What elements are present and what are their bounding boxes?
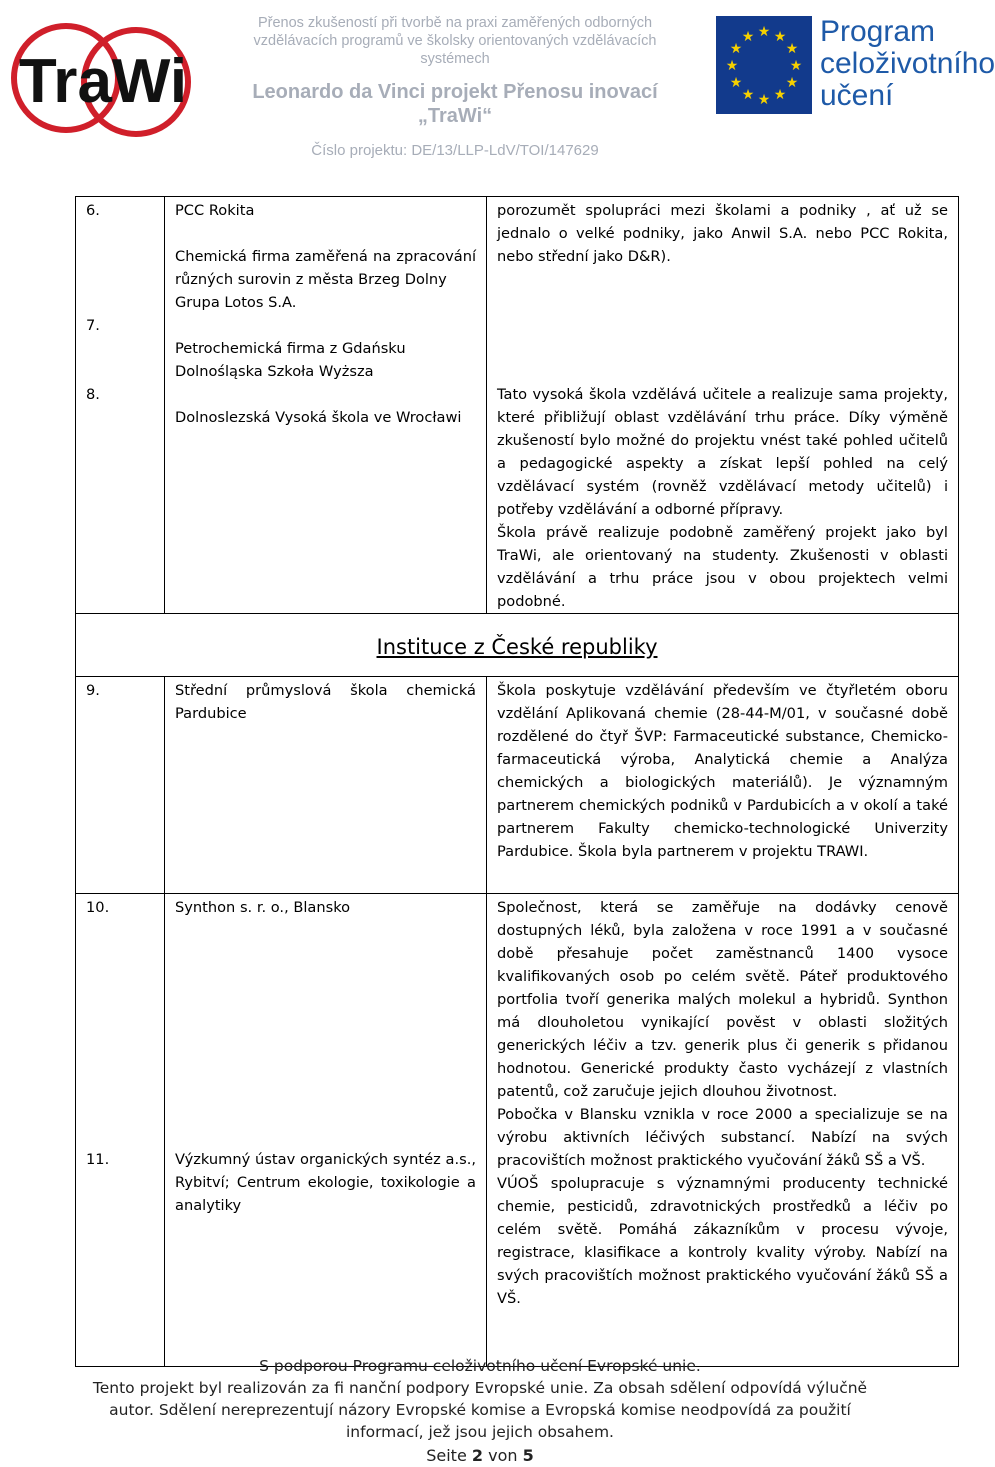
description-text: Škola poskytuje vzdělávání především ve čtyřletém oboru vzdělání Aplikovaná chemie (28-44-M/01, v současné době rozdělené do čtyř ŠVP: Farmaceutické substance, Chemicko-farmaceutická výroba, Analytická chemie a Analýza chemických a biologických materiálů). Je významným partnerem chemických podniků v Pardubicích a v okolí a také partnerem Fakulty chemicko-technologické Univerzity Pardubice. Škola byla partnerem v projektu TRAWI.	[487, 677, 959, 894]
row-number: 7.	[86, 317, 100, 334]
svg-text:★: ★	[729, 41, 743, 57]
number-cell	[76, 894, 165, 1367]
institution-note: Petrochemická firma z Gdańsku	[175, 340, 406, 357]
number-cell: 9.	[76, 677, 165, 894]
institution-name: Grupa Lotos S.A.	[175, 294, 297, 311]
footer-disclaimer: Tento projekt byl realizován za fi nanční podpory Evropské unie. Za obsah sdělení odpovídá výlučně autor. Sdělení nereprezentují názory Evropské komise a Evropská komise neodpovídá za použití informací, jež jsou jejich obsahem.	[92, 1379, 868, 1441]
row-number: 8.	[86, 386, 100, 403]
trawi-logo	[8, 20, 198, 140]
institution-name: Synthon s. r. o., Blansko	[175, 899, 351, 916]
institution-name: PCC Rokita	[175, 202, 255, 219]
table-row	[76, 197, 959, 614]
logo-text: TraWi	[18, 47, 188, 116]
institution-name-cell	[165, 197, 487, 614]
svg-text:★: ★	[773, 87, 787, 103]
svg-text:★: ★	[785, 75, 799, 91]
description-text: Tato vysoká škola vzdělává učitele a realizuje sama projekty, které přibližují oblast vzdělávání trhu práce. Díky výměně zkušeností bylo možné do projektu vnést také pohled učitelů a pedagogické aspekty a získat lepší pohled na celý vzdělávací systém (rovněž vzdělávací metody učitelů) i potřeby vzdělávání a odborné přípravy.	[497, 386, 948, 518]
page-header	[0, 0, 995, 170]
page-prefix: Seite	[426, 1446, 467, 1465]
institutions-table	[75, 196, 959, 1367]
header-text-block	[230, 14, 680, 159]
page-current: 2	[471, 1446, 484, 1465]
description-text: Škola právě realizuje podobně zaměřený projekt jako byl TraWi, ale orientovaný na studenty. Zkušenosti v oblasti vzdělávání a trhu práce jsou v obou projektech velmi podobné.	[497, 524, 948, 610]
svg-text:★: ★	[785, 41, 799, 57]
table-row	[76, 894, 959, 1367]
eu-program-line1: Program	[820, 15, 936, 48]
institution-name: Dolnośląska Szkoła Wyższa	[175, 363, 374, 380]
description-text: Společnost, která se zaměřuje na dodávky cenově dostupných léků, byla založena v roce 1991 a v současné době přesahuje počet zaměstnanců 1400 vysoce kvalifikovaných osob po celém světě. Páteř produktového portfolia tvoří generika malých molekul a hybridů. Synthon má dlouholetou vynikající pověst v oblasti složitých generických léčiv a tzv. generik plus či generik s přidanou hodnotou. Generické produkty často vycházejí z vlastních patentů, což zaručuje jejich dlouhou životnost.	[497, 899, 948, 1100]
svg-text:★: ★	[729, 75, 743, 91]
description-text: Pobočka v Blansku vznikla v roce 2000 a specializuje se na výrobu aktivních léčivých substancí. Nabízí na svých pracovištích možnost praktického vyučování žáků SŠ a VŠ.	[497, 1106, 948, 1169]
header-subtitle: Přenos zkušeností při tvorbě na praxi zaměřených odborných vzdělávacích programů ve školsky orientovaných vzdělávacích systémech	[253, 15, 657, 67]
svg-text:★: ★	[741, 29, 755, 45]
project-name: „TraWi“	[417, 105, 493, 127]
eu-program-logo	[716, 15, 995, 126]
description-text: VÚOŠ spolupracuje s významnými producenty technické chemie, pesticidů, zdravotnických prostředků a léčiv po celém světě. Pomáhá zákazníkům v procesu vývoje, registrace, klasifikace a kontroly kvality výroby. Nabízí na svých pracovištích možnost praktického vyučování žáků SŠ a VŠ.	[497, 1175, 948, 1307]
footer-line: S podporou Programu celoživotního učení Evropské unie.	[259, 1357, 701, 1375]
description-cell	[487, 197, 959, 614]
row-number: 10.	[86, 899, 110, 916]
eu-program-text	[820, 16, 995, 112]
eu-flag-icon	[716, 16, 812, 114]
project-number: Číslo projektu: DE/13/LLP-LdV/TOI/147629	[311, 142, 599, 159]
description-cell	[487, 894, 959, 1367]
institution-note: Chemická firma zaměřená na zpracování různých surovin z města Brzeg Dolny	[175, 248, 476, 288]
institution-name-cell	[165, 894, 487, 1367]
svg-text:★: ★	[741, 87, 755, 103]
description-text: porozumět spolupráci mezi školami a podniky , ať už se jednalo o velké podniky, jako Anwil S.A. nebo PCC Rokita, nebo střední jako D&R).	[497, 202, 948, 265]
svg-text:★: ★	[789, 58, 803, 74]
page-footer	[0, 1355, 960, 1467]
row-number: 6.	[86, 202, 100, 219]
svg-text:★: ★	[773, 29, 787, 45]
page-mid: von	[488, 1446, 518, 1465]
page-total: 5	[522, 1446, 534, 1465]
eu-program-line2: celoživotního	[820, 47, 995, 80]
institution-name: Výzkumný ústav organických syntéz a.s., Rybitví; Centrum ekologie, toxikologie a analytiky	[175, 1151, 476, 1214]
eu-program-line3: učení	[820, 79, 894, 112]
svg-text:★: ★	[757, 92, 771, 108]
svg-text:★: ★	[725, 58, 739, 74]
row-number: 11.	[86, 1151, 110, 1168]
page-number	[0, 1445, 960, 1467]
section-title: Instituce z České republiky	[76, 614, 959, 677]
institution-note: Dolnoslezská Vysoká škola ve Wrocławi	[175, 409, 462, 426]
section-row	[76, 614, 959, 677]
table-row	[76, 677, 959, 894]
institution-name: Střední průmyslová škola chemická Pardubice	[165, 677, 487, 894]
svg-text:★: ★	[757, 24, 771, 40]
number-cell	[76, 197, 165, 614]
project-title: Leonardo da Vinci projekt Přenosu inovací	[252, 81, 658, 103]
